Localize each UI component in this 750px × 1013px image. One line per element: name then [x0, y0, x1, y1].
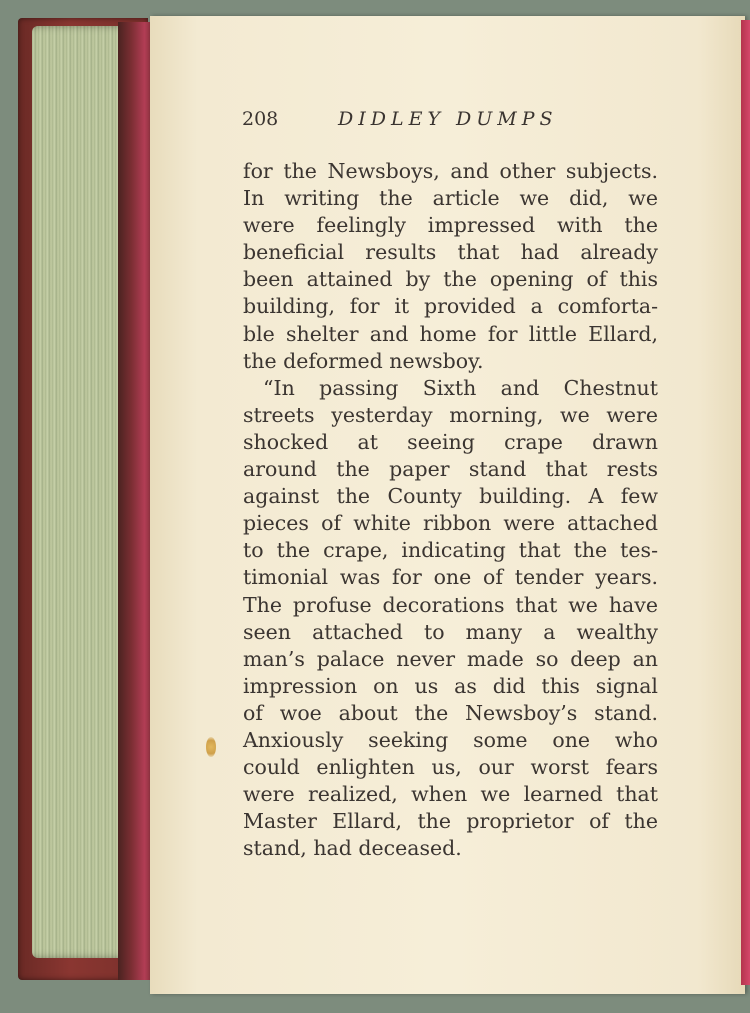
page-number: 208	[242, 108, 279, 130]
text-line: building, for it provided a comforta-	[243, 294, 658, 319]
page-stain	[206, 737, 216, 757]
text-line: Anxiously seeking some one who	[243, 727, 658, 752]
text-line: around the paper stand that rests	[243, 457, 658, 482]
text-line: ble shelter and home for little Ellard,	[243, 321, 658, 346]
page-edges	[32, 26, 132, 958]
text-line: timonial was for one of tender years.	[243, 565, 658, 590]
text-line: stand, had deceased.	[243, 836, 462, 861]
text-line: The profuse decorations that we have	[243, 592, 658, 617]
text-line: man’s palace never made so deep an	[243, 646, 658, 671]
text-line: shocked at seeing crape drawn	[243, 429, 658, 454]
body-text	[243, 158, 658, 862]
text-line: beneficial results that had already	[243, 240, 658, 265]
text-line: against the County building. A few	[243, 484, 658, 509]
text-line: of woe about the Newsboy’s stand.	[243, 700, 658, 725]
text-line: “In passing Sixth and Chestnut	[263, 375, 658, 400]
text-line: impression on us as did this signal	[243, 673, 658, 698]
text-line: for the Newsboys, and other subjects.	[243, 159, 658, 183]
text-line: Master Ellard, the proprietor of the	[243, 809, 658, 834]
text-line: seen attached to many a wealthy	[243, 619, 658, 644]
text-line: In writing the article we did, we	[243, 186, 658, 211]
text-line: pieces of white ribbon were attached	[243, 511, 658, 536]
text-line: been attained by the opening of this	[243, 267, 658, 292]
text-line: to the crape, indicating that the tes-	[243, 538, 658, 563]
page-edge-right	[741, 20, 750, 985]
text-line: were realized, when we learned that	[243, 782, 658, 807]
running-header	[242, 108, 662, 138]
text-line: were feelingly impressed with the	[243, 213, 658, 238]
running-title: DIDLEY DUMPS	[338, 108, 558, 130]
text-line: the deformed newsboy.	[243, 348, 484, 373]
text-line: streets yesterday morning, we were	[243, 402, 658, 427]
text-line: could enlighten us, our worst fears	[243, 755, 658, 780]
